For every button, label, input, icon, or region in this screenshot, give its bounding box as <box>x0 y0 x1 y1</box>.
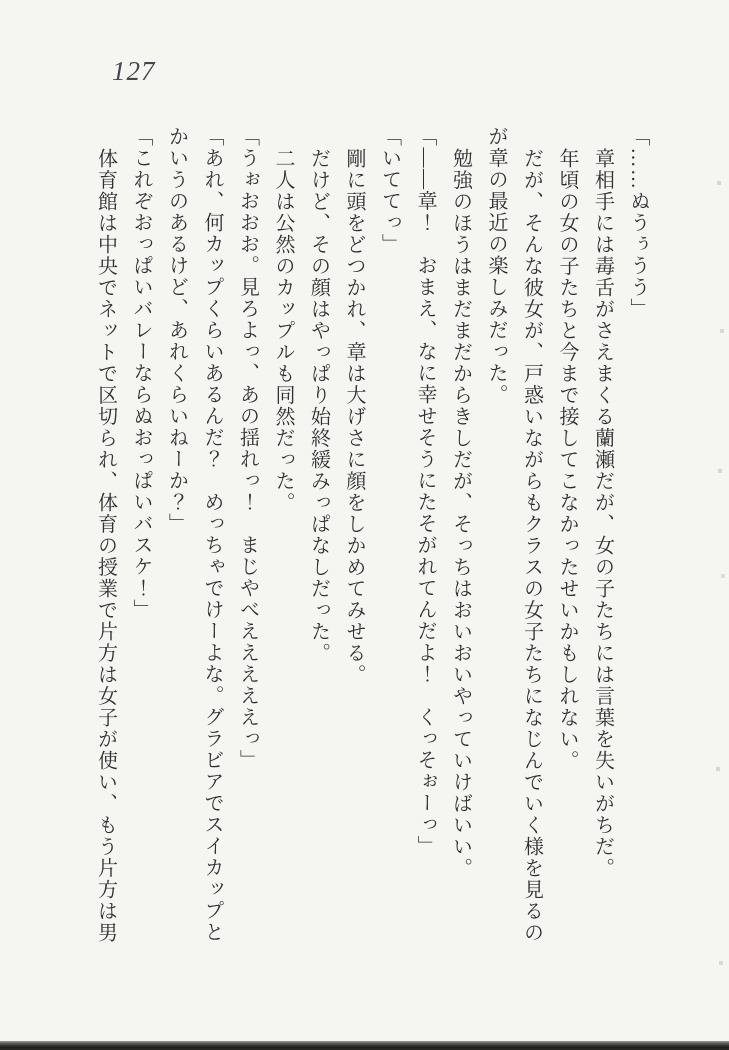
paragraph: だけど、その顔はやっぱり始終緩みっぱなしだった。 <box>307 147 330 664</box>
scan-edge-bottom <box>0 1041 729 1050</box>
paragraph: 「いててっ」 <box>378 126 401 255</box>
scan-specks <box>0 0 2 2</box>
text-block <box>87 126 655 948</box>
page-number: 127 <box>112 56 156 86</box>
paragraph: 「これぞおっぱいバレーならぬおっぱいバスケ！」 <box>130 126 152 621</box>
paragraph: 二人は公然のカップルも同然だった。 <box>272 147 294 513</box>
paragraph: だが、そんな彼女が、戸惑いながらもクラスの女子たちになじんでいく様を見るのが章の最近の楽しみだった。 <box>485 126 543 943</box>
paragraph: 体育館は中央でネットで区切られ、体育の授業で片方は女子が使い、もう片方は男 <box>94 147 117 943</box>
paragraph: 「……ぬうぅうう」 <box>627 126 649 320</box>
paragraph: 「あれ、何カップくらいあるんだ？ めっちゃでけーよな。グラビアでスイカップとかいうのあるけど、あれくらいねーか？」 <box>165 126 223 943</box>
paragraph: 「うぉおおお。見ろよっ、あの揺れっ！ まじやべえええええっ」 <box>236 126 259 771</box>
paragraph: 章相手には毒舌がさえまくる蘭瀬だが、女の子たちには言葉を失いがちだ。 <box>591 147 614 879</box>
paragraph: 剛に頭をどつかれ、章は大げさに顔をしかめてみせる。 <box>343 147 365 685</box>
paragraph: 「——章！ おまえ、なに幸せそうにたそがれてんだよ！ くっそぉーっ」 <box>414 126 436 857</box>
paragraph: 勉強のほうはまだまだからきしだが、そっちはおいおいやっていけばいい。 <box>449 147 472 879</box>
paragraph: 年頃の女の子たちと今まで接してこなかったせいかもしれない。 <box>556 147 578 771</box>
